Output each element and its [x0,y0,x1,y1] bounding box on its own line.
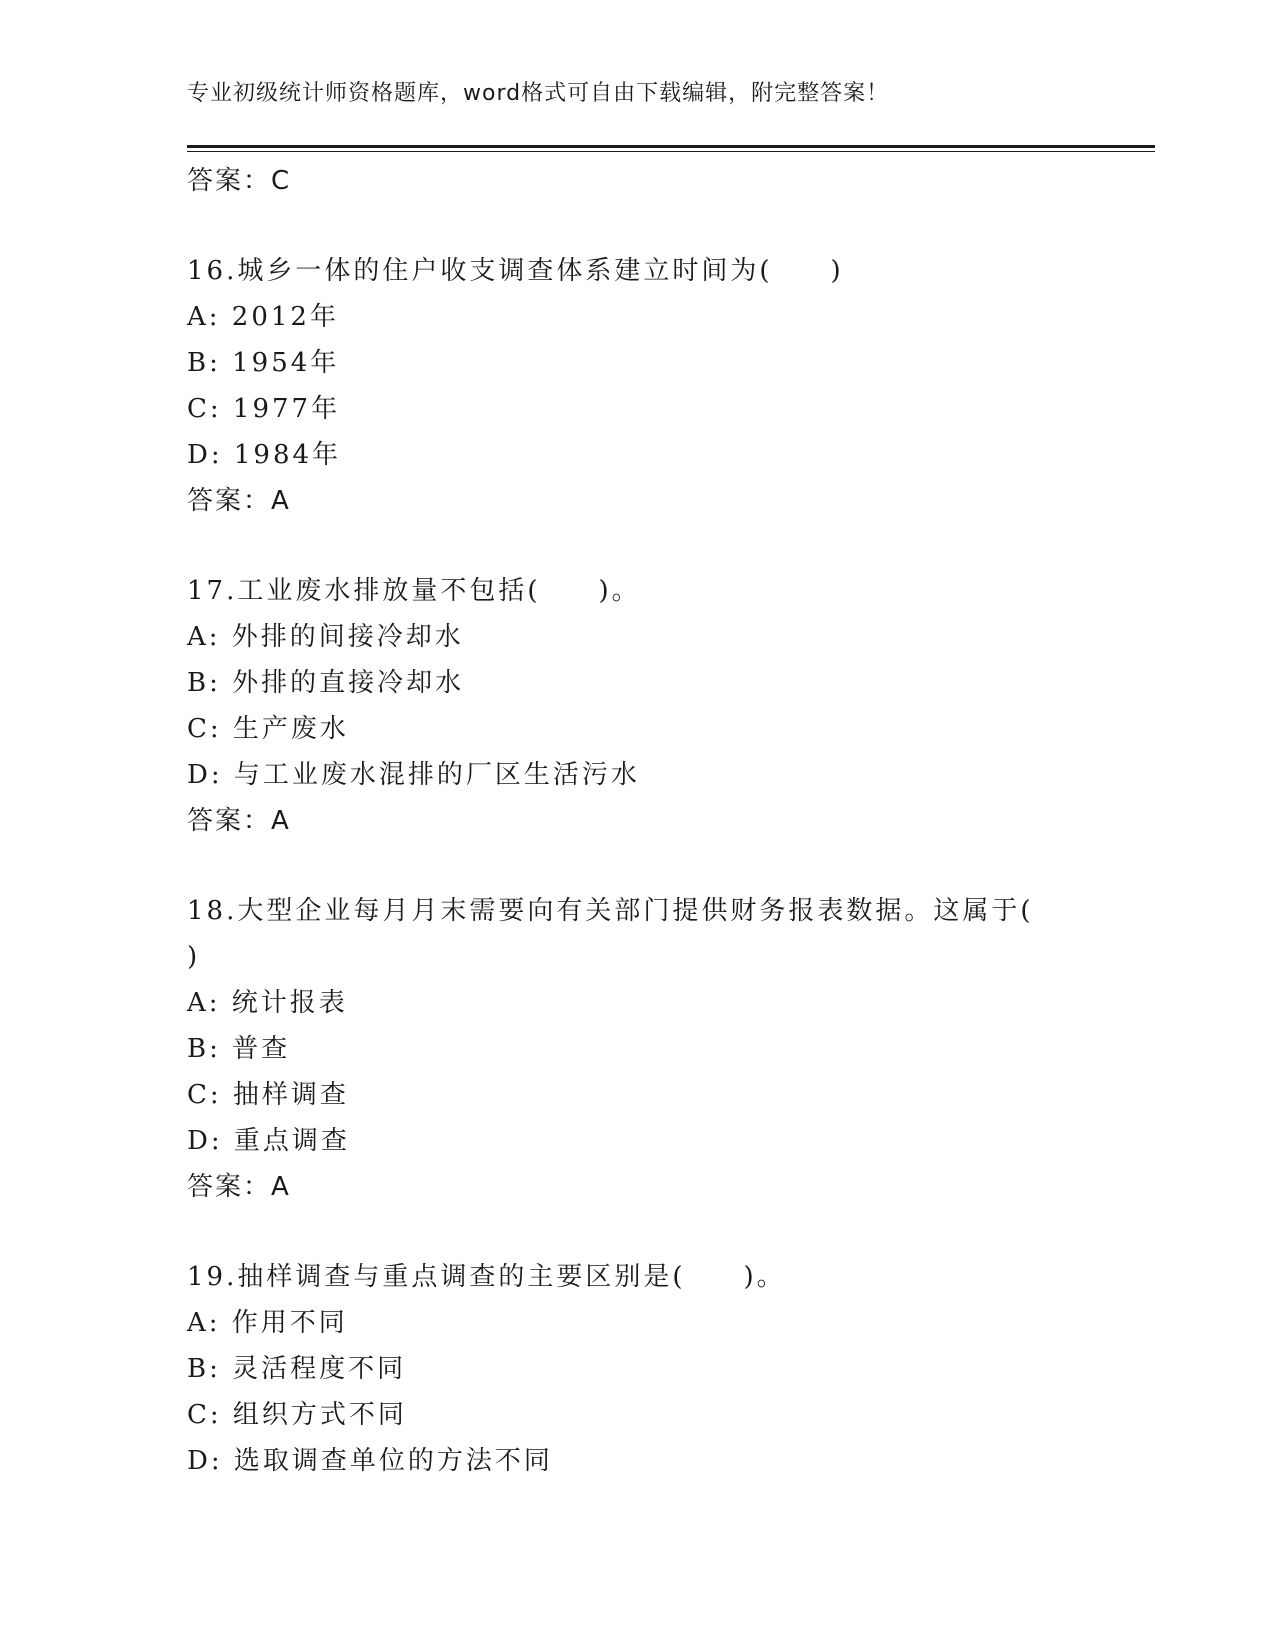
question-stem: 19.抽样调查与重点调查的主要区别是( )。 [187,1262,786,1292]
option-d: D: 选取调查单位的方法不同 [187,1446,553,1476]
question-19 [187,1254,1067,1484]
answer-line: 答案：A [187,486,291,516]
option-a: A: 作用不同 [187,1308,348,1338]
question-stem: 18.大型企业每月月末需要向有关部门提供财务报表数据。这属于( ) [187,896,1034,972]
option-c: C: 生产废水 [187,714,349,744]
answer-line: 答案：A [187,806,291,836]
question-list [187,158,1067,1484]
option-c: C: 1977年 [187,394,341,424]
question-stem: 16.城乡一体的住户收支调查体系建立时间为( ) [187,256,844,286]
question-18 [187,888,1067,1210]
page-header: 专业初级统计师资格题库，word格式可自由下载编辑，附完整答案！ [187,81,890,106]
option-b: B: 外排的直接冷却水 [187,668,465,698]
option-c: C: 抽样调查 [187,1080,349,1110]
option-d: D: 1984年 [187,440,342,470]
question-17 [187,568,1067,844]
option-b: B: 灵活程度不同 [187,1354,407,1384]
option-a: A: 外排的间接冷却水 [187,622,464,652]
header-rule-thick [187,145,1155,148]
option-c: C: 组织方式不同 [187,1400,407,1430]
question-16 [187,248,1067,524]
option-a: A: 统计报表 [187,988,348,1018]
option-d: D: 重点调查 [187,1126,350,1156]
answer-line: 答案：C [187,166,292,196]
question-stem: 17.工业废水排放量不包括( )。 [187,576,641,606]
option-b: B: 普查 [187,1034,291,1064]
option-d: D: 与工业废水混排的厂区生活污水 [187,760,640,790]
option-a: A: 2012年 [187,302,339,332]
header-rule-thin [187,151,1155,152]
option-b: B: 1954年 [187,348,340,378]
answer-line: 答案：A [187,1172,291,1202]
